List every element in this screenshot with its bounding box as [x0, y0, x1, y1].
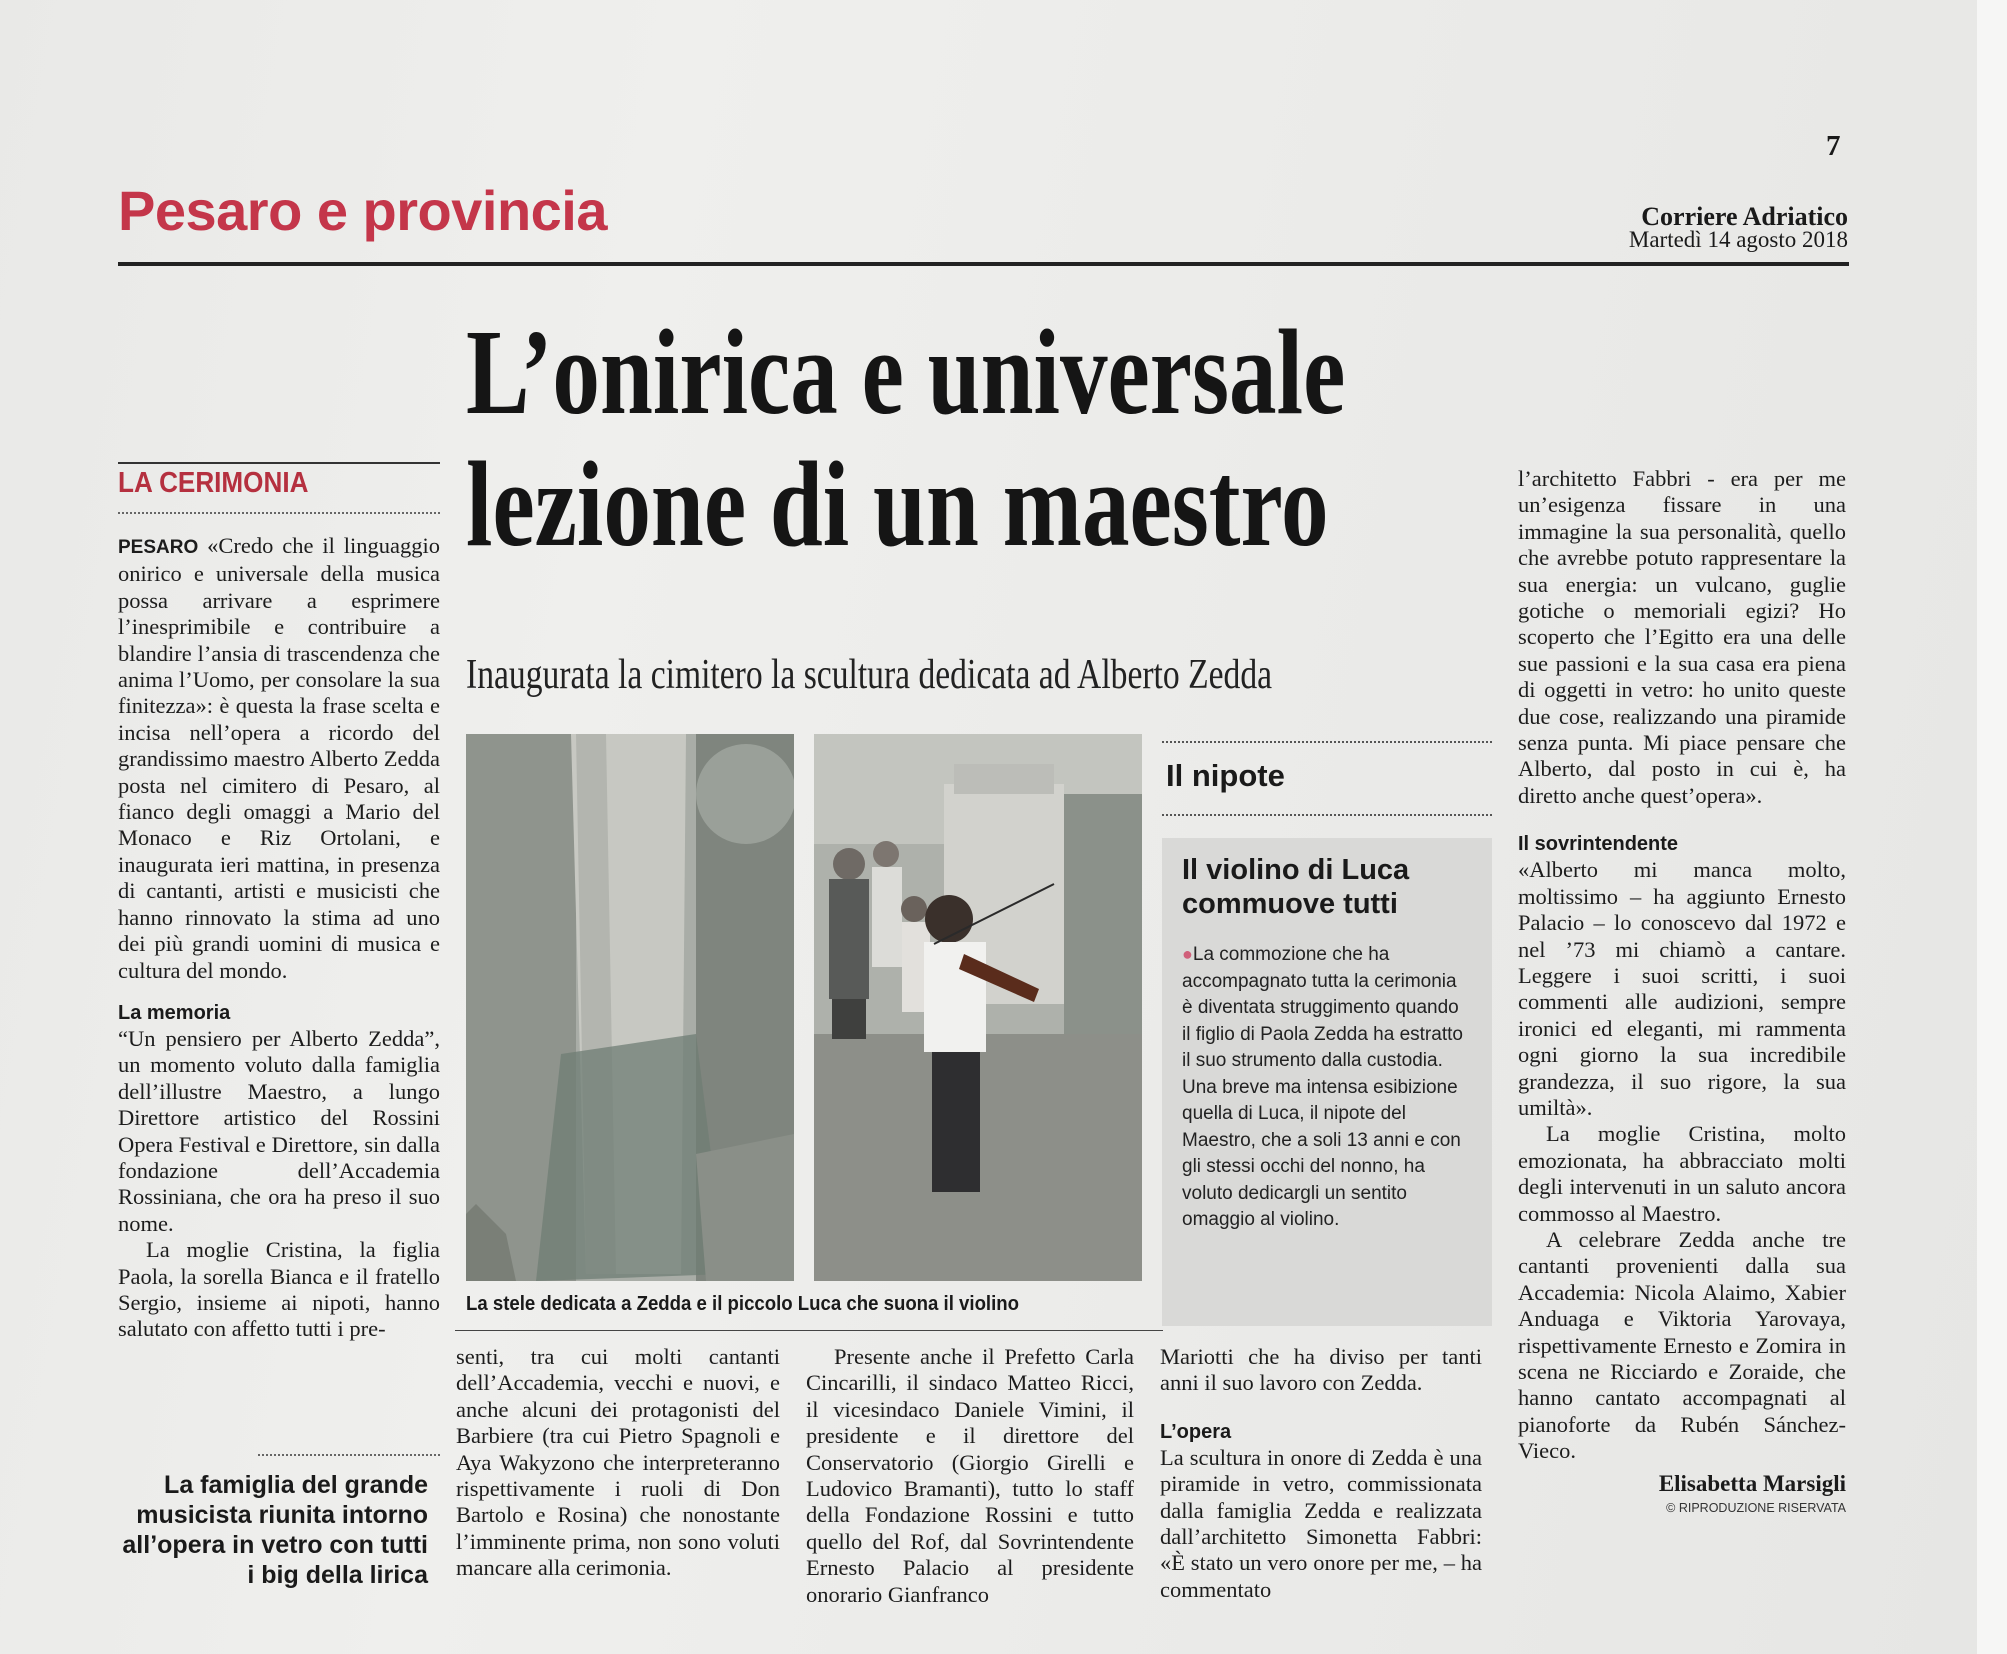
column-3: [806, 1344, 1134, 1608]
sidebar-text-block: [1182, 941, 1472, 1234]
sidebar-box: [1162, 838, 1492, 1326]
right-para-3: La moglie Cristina, molto emozionata, ha abbracciato molti degli intervenuti in un saluto ancora commosso al Maestro.: [1518, 1121, 1846, 1226]
right-para-2: «Alberto mi manca molto, moltissimo – ha aggiunto Ernesto Palacio – lo conoscevo dal 1972 e nel ’73 mi chiamò a cantare. Leggere i suoi scritti, i suoi commenti alle audizioni, sempre ironici ed eleganti, mi rammenta ogni giorno la sua incredibile grandezza, il suo rigore, la sua umiltà».: [1518, 857, 1846, 1120]
column-4-para-2: La scultura in onore di Zedda è una piramide in vetro, commissionata dalla famiglia Zedda e realizzata dall’architetto Simonetta Fabbri: «È stato un vero onore per me, – ha commentato: [1160, 1444, 1482, 1602]
subhead-opera: L’opera: [1160, 1420, 1232, 1443]
sidebar-title: Il violino di Luca commuove tutti: [1182, 854, 1410, 920]
right-para-4: A celebrare Zedda anche tre cantanti provenienti dalla sua Accademia: Nicola Alaimo, Xabier Anduaga e Viktoria Yarovaya, rispettivamente Ernesto e Zomira in scena ne Ricciardo e Zoraide, che hanno cantato accompagnati al pianoforte da Rubén Sánchez-Vieco.: [1518, 1226, 1846, 1464]
byline: Elisabetta Marsigli: [1658, 1470, 1846, 1496]
right-column: [1518, 466, 1846, 1515]
subtitle: Inaugurata la cimitero la scultura dedicata ad Alberto Zedda: [466, 652, 1273, 698]
page-edge: [1977, 0, 2007, 1654]
subhead-sovrintendente: Il sovrintendente: [1518, 833, 1679, 856]
issue-date: Martedì 14 agosto 2018: [1628, 227, 1848, 252]
photo-violin-image: [814, 734, 1142, 1281]
left-column: [118, 533, 440, 1343]
sidebar-label-rule: [1162, 814, 1492, 816]
headline: [466, 305, 1346, 572]
sidebar-label: Il nipote: [1166, 758, 1285, 793]
page-number: 7: [1826, 130, 1841, 162]
pullquote-rule: [258, 1454, 440, 1456]
section-title: Pesaro e provincia: [118, 179, 608, 242]
photo-caption: La stele dedicata a Zedda e il piccolo Luca che suona il violino: [466, 1293, 1019, 1315]
kicker-rule: [118, 462, 440, 464]
photo-stele-image: [466, 734, 794, 1281]
subhead-memoria: La memoria: [118, 1001, 231, 1024]
caption-rule: [455, 1330, 1163, 1331]
column-4: [1160, 1344, 1482, 1603]
headline-line-2: lezione di un maestro: [466, 437, 1329, 572]
bullet-icon: ●: [1182, 944, 1193, 964]
column-3-text: Presente anche il Prefetto Carla Cincarilli, il sindaco Matteo Ricci, il vicesindaco Daniele Vimini, il presidente e il direttore del Conservatorio (Giorgio Girelli e Ludovico Bramanti), tutto lo staff della Fondazione Rossini e tutto quello del Rof, dal Sovrintendente Ernesto Palacio al presidente onorario Gianfranco: [806, 1344, 1134, 1607]
pull-quote: La famiglia del grande musicista riunita intorno all’opera in vetro con tutti i big della lirica: [122, 1471, 428, 1589]
right-para-1: l’architetto Fabbri - era per me un’esigenza fissare in una immagine la sua personalità, quello che avrebbe potuto rappresentare la sua energia: un vulcano, guglie gotiche o memoriali egizi? Ho scoperto che l’Egitto era una delle sue passioni e la sua casa era piena di oggetti in vetro: ho unito queste due cose, realizzando una piramide senza punta. Mi piace pensare che Alberto, dal posto in cui è, ha diretto anche quest’opera».: [1518, 466, 1846, 808]
header-rule: [118, 262, 1849, 266]
newspaper-name: Corriere Adriatico: [1641, 202, 1848, 231]
headline-line-1: L’onirica e universale: [466, 305, 1346, 440]
photo-violin: [814, 734, 1142, 1281]
column-2-text: senti, tra cui molti cantanti dell’Accademia, vecchi e nuovi, e anche alcuni dei protagonisti del Barbiere (tra cui Pietro Spagnoli e Aya Wakyzono che interpreteranno rispettivamente i ruoli di Don Bartolo e Rosina) che nonostante l’imminente prima, non sono voluti mancare alla cerimonia.: [456, 1344, 780, 1581]
sidebar-text: [1182, 941, 1472, 1234]
paragraph-1: [118, 533, 440, 984]
column-4-para-1: Mariotti che ha diviso per tanti anni il suo lavoro con Zedda.: [1160, 1344, 1482, 1396]
sidebar-body: La commozione che ha accompagnato tutta la cerimonia è diventata struggimento quando il figlio di Paola Zedda ha estratto il suo strumento dalla custodia. Una breve ma intensa esibizione quella di Luca, il nipote del Maestro, che a soli 13 anni e con gli stessi occhi del nonno, ha voluto dedicargli un sentito omaggio al violino.: [1182, 944, 1463, 1230]
paragraph-2: “Un pensiero per Alberto Zedda”, un momento voluto dalla famiglia dell’illustre Maestro, a lungo Direttore artistico del Rossini Opera Festival e Direttore, sin dalla fondazione dell’Accademia Rossiniana, che ora ha preso il suo nome.: [118, 1025, 440, 1236]
paragraph-3: La moglie Cristina, la figlia Paola, la sorella Bianca e il fratello Sergio, insieme ai nipoti, hanno salutato con affetto tutti i pre-: [118, 1237, 440, 1342]
column-2: [456, 1344, 780, 1582]
sidebar-top-rule: [1162, 741, 1492, 743]
copyright: © RIPRODUZIONE RISERVATA: [1666, 1500, 1846, 1515]
dateline: PESARO: [118, 537, 199, 558]
kicker-underline: [118, 512, 440, 514]
kicker: LA CERIMONIA: [118, 467, 309, 499]
photo-stele: [466, 734, 794, 1281]
paragraph-1-text: «Credo che il linguaggio onirico e universale della musica possa arrivare a esprimere l’inesprimibile e contribuire a blandire l’ansia di trascendenza che anima l’Uomo, per consolare la sua finitezza»: è questa la frase scelta e incisa nell’opera a ricordo del grandissimo maestro Alberto Zedda posta nel cimitero di Pesaro, al fianco degli omaggi a Mario del Monaco e Riz Ortolani, e inaugurata ieri mattina, in presenza di cantanti, artisti e musicisti che hanno rinnovato la stima ad uno dei più grandi uomini di musica e cultura del mondo.: [118, 533, 441, 983]
